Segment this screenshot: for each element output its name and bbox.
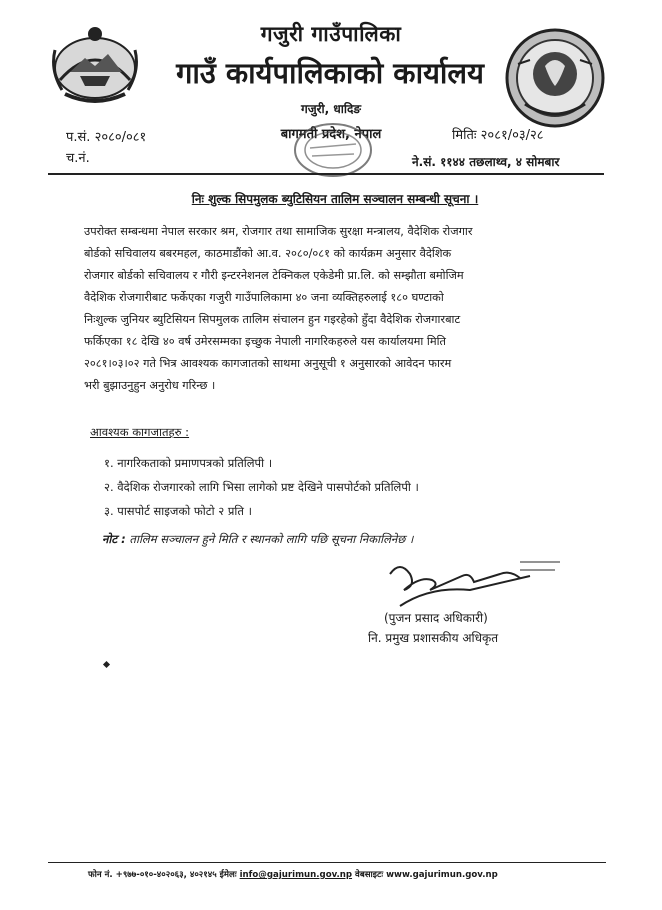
date-nepal-sambat: ने.सं. ११४४ तछलाथ्व, ४ सोमबार — [412, 155, 560, 169]
document-item: ३. पासपोर्ट साइजको फोटो २ प्रति । — [104, 504, 252, 518]
footer-email-link[interactable]: info@gajurimun.gov.np — [239, 870, 353, 880]
signatory-name: (पुजन प्रसाद अधिकारी) — [384, 611, 488, 625]
body-line: २०८१।०३।०२ गते भित्र आवश्यक कागजातको साथमा अनुसूची १ अनुसारको आवेदन फारम — [84, 357, 452, 370]
bullet-mark — [103, 661, 110, 668]
body-line: निःशुल्क जुनियर ब्युटिसियन सिपमुलक तालिम संचालन हुन गइरहेको हुँदा वैदेशिक रोजगारबाट — [84, 313, 461, 326]
document-item: १. नागरिकताको प्रमाणपत्रको प्रतिलिपी । — [104, 456, 273, 470]
municipality-name: गजुरी गाउँपालिका — [260, 22, 402, 46]
body-line: वैदेशिक रोजगारीबाट फर्केएका गजुरी गाउँपालिकामा ४० जना व्यक्तिहरुलाई १८० घण्टाको — [84, 291, 444, 304]
footer-website-link[interactable]: www.gajurimun.gov.np — [386, 870, 498, 880]
municipality-logo-icon — [500, 24, 610, 132]
footer-phone: फोन नं. +९७७-०१०-४०२०६३, ४०२१४५ — [88, 870, 217, 880]
office-stamp-icon — [290, 120, 376, 180]
notice-subject: निः शुल्क सिपमुलक ब्युटिसियन तालिम सञ्चालन सम्बन्धी सूचना । — [191, 192, 479, 206]
note — [102, 532, 413, 547]
footer-contact — [88, 868, 498, 880]
reference-number: प.सं. २०८०/०८१ — [66, 130, 147, 145]
body-line: उपरोक्त सम्बन्धमा नेपाल सरकार श्रम, रोजगार तथा सामाजिक सुरक्षा मन्त्रालय, वैदेशिक रोजगार — [84, 225, 473, 238]
footer-website-label: वेबसाइटः — [355, 870, 384, 880]
office-province: बागमती प्रदेश, नेपाल — [280, 127, 382, 142]
nepal-emblem-icon — [40, 20, 150, 110]
notice-body — [84, 221, 604, 397]
body-line: रोजगार बोर्डको सचिवालय र गौरी इन्टरनेशनल टेक्निकल एकेडेमी प्रा.लि. को सम्झौता बमोजिम — [84, 269, 464, 282]
body-line: बोर्डको सचिवालय बबरमहल, काठमाडौंको आ.व. २०८०/०८१ को कार्यक्रम अनुसार वैदेशिक — [84, 247, 452, 260]
document-item: २. वैदेशिक रोजगारको लागि भिसा लागेको प्रष्ट देखिने पासपोर्टको प्रतिलिपी । — [104, 480, 419, 494]
body-line: भरी बुझाउनुहुन अनुरोध गरिन्छ । — [84, 379, 216, 392]
note-label: नोट : — [102, 532, 126, 546]
footer-email-label: ईमेलः — [219, 870, 237, 880]
body-line: फर्किएका १८ देखि ४० वर्ष उमेरसम्मका इच्छुक नेपाली नागरिकहरुले यस कार्यालयमा मिति — [84, 335, 446, 348]
office-location: गजुरी, धादिङ — [300, 102, 362, 116]
documents-heading: आवश्यक कागजातहरु : — [90, 425, 190, 439]
signatory-title: नि. प्रमुख प्रशासकीय अधिकृत — [368, 631, 499, 645]
header-divider — [48, 173, 604, 175]
note-text: तालिम सञ्चालन हुने मिति र स्थानको लागि पछि सूचना निकालिनेछ । — [129, 532, 414, 546]
footer-divider — [48, 862, 606, 863]
date-bs: मितिः २०८१/०३/२८ — [452, 128, 544, 143]
dispatch-number: च.नं. — [66, 151, 90, 166]
office-name: गाउँ कार्यपालिकाको कार्यालय — [176, 56, 484, 90]
